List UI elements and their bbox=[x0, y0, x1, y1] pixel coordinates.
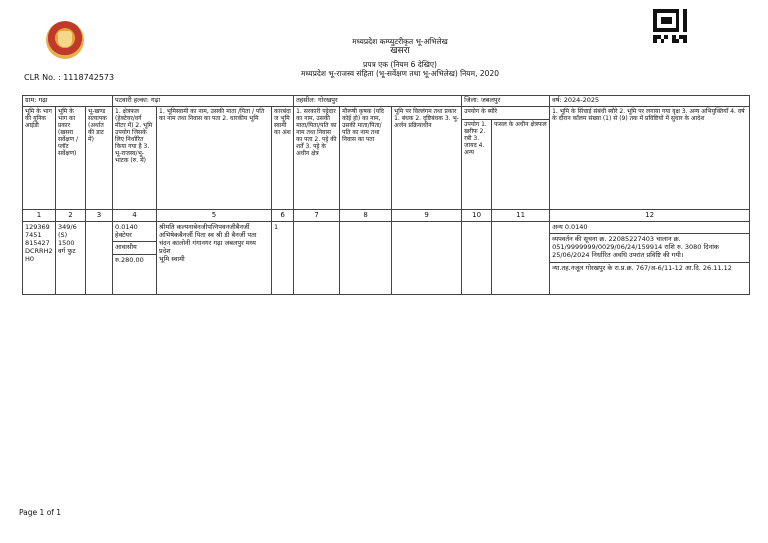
record-tenant bbox=[340, 222, 392, 295]
col-header-6: कारबंदाज भूमि स्वामी का अंश bbox=[272, 107, 294, 210]
record-owner-cell bbox=[157, 222, 272, 295]
year-cell: वर्ष: 2024-2025 bbox=[550, 96, 750, 107]
col-header-3: भू-खण्ड सत्यापक (अर्थात की डाट में) bbox=[86, 107, 113, 210]
col-header-12: 1. भूमि के सिंचाई संबंधी ब्यौरे 2. भूमि पर लगाया गया वृक्ष 3. अन्य अभियुक्तियाँ 4. वर्ष के दौरान कॉलम संख्या (1) से (9) तक में प्रविष्टियों में सुधार के आदेश bbox=[550, 107, 750, 210]
col-header-5: 1. भूमिस्वामी का नाम, उसकी माता /पिता / पति का नाम तथा निवास का पता 2. धारकीय भूमि bbox=[157, 107, 272, 210]
record-holding: भूमि स्वामी bbox=[159, 255, 185, 263]
record-owner: श्रीमति कल्पनाबेनजीपत्निपवनजीबैनर्जी अभिषेकबैनर्जी पिता स्व श्री डी बैनर्जी पता चंदन कालोनी गंगानगर गढ़ा जबलपुर मध्य प्रदेश bbox=[159, 223, 257, 255]
header-title: खसरा bbox=[390, 46, 410, 56]
col-header-2: भूमि के भाग का प्रकार (खसरा सर्वेक्षण /प्लॉट सर्वेक्षण) bbox=[56, 107, 86, 210]
col-number: 12 bbox=[550, 210, 750, 222]
record-share: 1 bbox=[272, 222, 294, 295]
record-plot: 349/6 (S) 1500 वर्ग फुट bbox=[56, 222, 86, 295]
col-header-7: 1. सरकारी पट्टेदार का नाम, उसकी माता/पिता/पति का नाम तथा निवास का पता 2. पट्टे की शर्तें 3. पट्टे के अधीन क्षेत्र bbox=[294, 107, 340, 210]
patwari-cell: पटवारी हल्का: गढ़ा bbox=[113, 96, 294, 107]
col-number: 8 bbox=[340, 210, 392, 222]
col-number: 1 bbox=[23, 210, 56, 222]
village-cell: ग्राम: गढ़ा bbox=[23, 96, 113, 107]
record-revenue: रु.280.00 bbox=[113, 254, 156, 265]
qr-code bbox=[653, 9, 687, 43]
record-remark-2: व्यपवर्तन की सूचना क्र. 22085227403 चालान क्र. 051/9999999/0029/06/24/159914 राशि रु. 3080 दिनांक 25/06/2024 निर्धारित अवधि उपरांत प्रविष्टि की गयी। bbox=[550, 233, 749, 260]
record-remark-3: न्या.तह.नजूल गोरखपुर के रा.प्र.क्र. 767/अ-6/11-12 आ.दि. 26.11.12 bbox=[550, 262, 749, 273]
record-encumbrance bbox=[392, 222, 462, 295]
header-line-4: मध्यप्रदेश भू-राजस्व संहिता (भू-सर्वेक्षण तथा भू-अभिलेख) नियम, 2020 bbox=[301, 69, 499, 78]
khasra-table bbox=[22, 95, 750, 295]
col-number: 11 bbox=[492, 210, 550, 222]
col-number: 7 bbox=[294, 210, 340, 222]
record-area: 0.0140 हेक्टेयर bbox=[115, 223, 138, 239]
qr-module bbox=[683, 39, 687, 43]
district-cell: जिला: जबलपुर bbox=[462, 96, 550, 107]
col-header-11: फसल के अधीन क्षेत्रफल bbox=[492, 120, 550, 210]
clr-number: CLR No. : 1118742573 bbox=[24, 73, 115, 82]
col-number: 3 bbox=[86, 210, 113, 222]
col-number: 6 bbox=[272, 210, 294, 222]
record-remark-1: अन्य 0.0140 bbox=[552, 223, 588, 231]
col-header-8: मौरूषी कृषक (यदि कोई हो) का नाम, उसकी माता/पिता/पति का नाम तथा निवास का पता bbox=[340, 107, 392, 210]
col-header-10-11: उपयोग के ब्यौरे bbox=[462, 107, 550, 120]
record-remarks-cell bbox=[550, 222, 750, 295]
col-number: 9 bbox=[392, 210, 462, 222]
record-season bbox=[462, 222, 492, 295]
col-number: 5 bbox=[157, 210, 272, 222]
col-header-10: उपयोग 1. खरीफ 2. रबी 3. जायद 4. अन्य bbox=[462, 120, 492, 210]
record-uid: 1293697451 815427DCRRH2H0 bbox=[23, 222, 56, 295]
tehsil-cell: तहसील: गोरखपुर bbox=[294, 96, 462, 107]
record-use: आवासीय bbox=[113, 241, 156, 252]
col-header-1: भूमि के भाग की यूनिक आईडी bbox=[23, 107, 56, 210]
record-lessee bbox=[294, 222, 340, 295]
col-number: 4 bbox=[113, 210, 157, 222]
mp-government-emblem bbox=[46, 21, 84, 59]
record-verifier bbox=[86, 222, 113, 295]
col-header-4: 1. क्षेत्रफल (हेक्टेयर/वर्ग मीटर में) 2. भूमि उपयोग जिसके लिए निर्धारित किया गया है 3. भू-राजस्व/भू-भाटक (रु. में) bbox=[113, 107, 157, 210]
record-crop-area bbox=[492, 222, 550, 295]
header-line-1: मध्यप्रदेश कम्प्युटरीकृत भू-अभिलेख bbox=[352, 37, 448, 46]
record-area-cell bbox=[113, 222, 157, 295]
header-line-3: प्रपत्र एक (नियम 6 देखिए) bbox=[363, 60, 437, 69]
col-header-9: भूमि पर विल्लंगम तथा प्रकार 1. बंधक 2. दृष्टिबंधक 3. भू-अर्जन प्रक्रियाधीन bbox=[392, 107, 462, 210]
col-number: 10 bbox=[462, 210, 492, 222]
col-number: 2 bbox=[56, 210, 86, 222]
page-footer: Page 1 of 1 bbox=[19, 508, 62, 517]
